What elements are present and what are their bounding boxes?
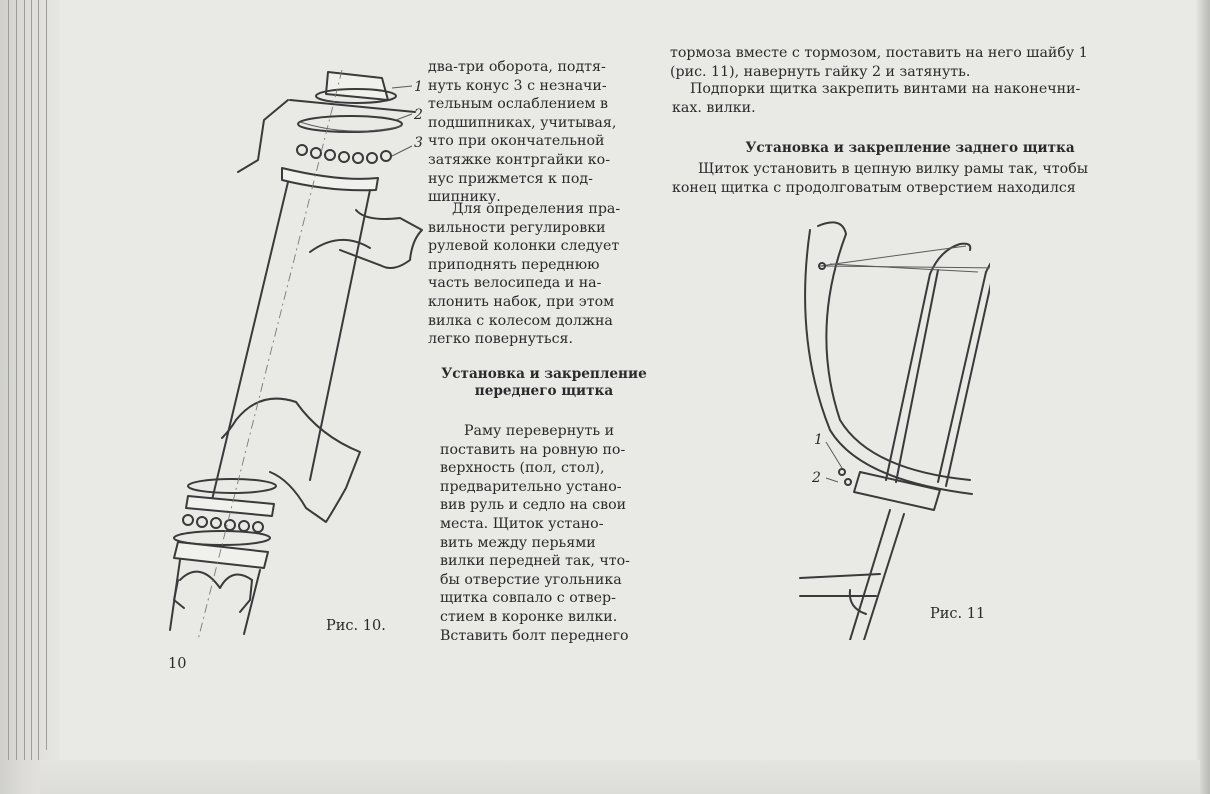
figure-11-caption: Рис. 11 (930, 606, 986, 622)
right-paragraph-1: тормоза вместе с тормозом, поставить на него шайбу 1 (рис. 11), навернуть гайку 2 и затянуть. (670, 45, 1088, 80)
figure-10-steering-column (160, 60, 450, 640)
middle-paragraph-1: два-три оборота, подтя- нуть конус 3 с незначи- тельным ослаблением в подшипниках, учитывая, что при окончательной затяжке контргайки ко- нус прижмется к под- шипнику. (428, 59, 617, 206)
top-bearing-balls (297, 145, 391, 163)
bottom-bearing-balls (183, 515, 263, 532)
figure-11-rear-mudguard (790, 210, 990, 640)
page-right-edge (1196, 0, 1210, 794)
middle-paragraph-2: Для определения пра- вильности регулировки рулевой колонки следует приподнять переднюю часть велосипеда и на- клонить набок, при этом вилка с колесом должна легко повернуться. (428, 201, 621, 348)
figure-10-callout-1: 1 (414, 79, 423, 95)
page-number: 10 (168, 656, 187, 672)
figure-10-caption: Рис. 10. (326, 618, 386, 634)
middle-paragraph-3: Раму перевернуть и поставить на ровную по- верхность (пол, стол), предварительно устано- вив руль и седло на свои места. Щиток устано- вить между перьями вилки передней так, что- бы отверстие угольника щитка совпало с отвер- стием в коронке вилки. Вставить болт переднего (440, 423, 630, 644)
figure-10-callout-3: 3 (414, 135, 423, 151)
right-paragraph-3: Щиток установить в цепную вилку рамы так, чтобы конец щитка с продолговатым отверстием находился (672, 161, 1089, 196)
middle-section-heading: Установка и закрепление переднего щитка (441, 366, 647, 399)
right-section-heading: Установка и закрепление заднего щитка (745, 140, 1075, 156)
figure-11-callout-2: 2 (812, 470, 821, 486)
figure-10-callout-2: 2 (414, 107, 423, 123)
figure-11-callout-1: 1 (814, 432, 823, 448)
right-paragraph-2: Подпорки щитка закрепить винтами на наконечни- ках. вилки. (672, 81, 1081, 116)
page-binding-edge (0, 0, 60, 794)
